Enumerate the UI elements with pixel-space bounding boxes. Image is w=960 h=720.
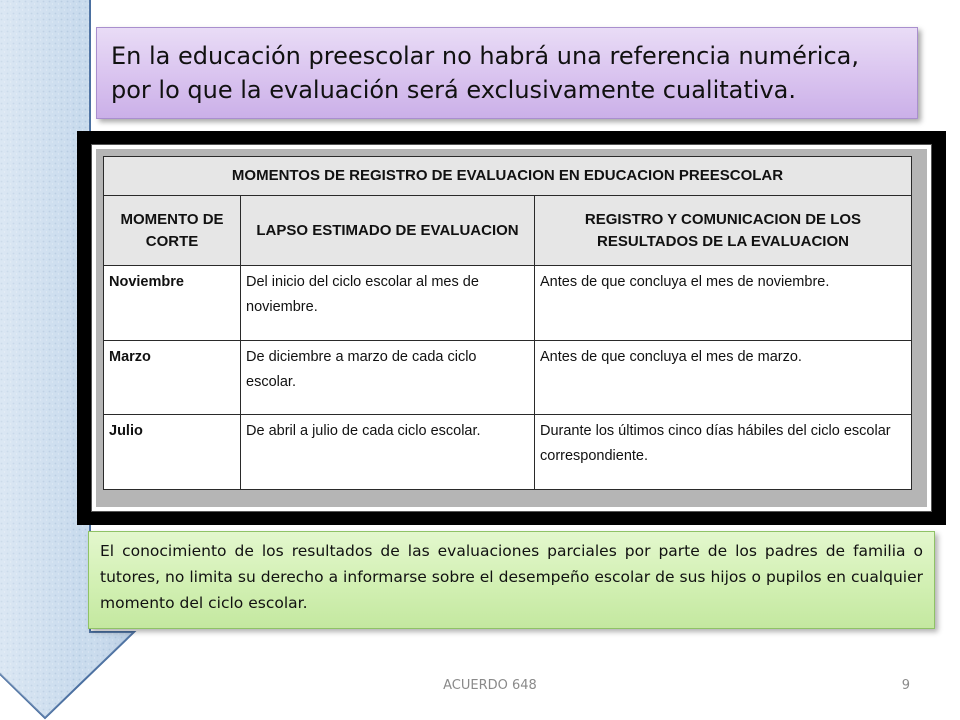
cell-lapse: Del inicio del ciclo escolar al mes de noviembre. [241,266,535,341]
table-inner-border [91,144,932,512]
col-header-registry: REGISTRO Y COMUNICACION DE LOS RESULTADOS DE LA EVALUACION [535,195,912,265]
cell-registry: Antes de que concluya el mes de noviembre. [535,266,912,341]
col-header-moment: MOMENTO DE CORTE [104,195,241,265]
title-callout [96,27,918,119]
table-row [104,266,912,341]
title-line-2: por lo que la evaluación será exclusivamente cualitativa. [111,76,796,104]
cell-registry: Antes de que concluya el mes de marzo. [535,340,912,415]
cell-lapse: De diciembre a marzo de cada ciclo escolar. [241,340,535,415]
cell-lapse: De abril a julio de cada ciclo escolar. [241,415,535,490]
cell-moment: Marzo [104,340,241,415]
footer-label: ACUERDO 648 [443,678,537,693]
table-heading: MOMENTOS DE REGISTRO DE EVALUACION EN EDUCACION PREESCOLAR [104,157,912,196]
table-frame [77,131,946,525]
col-header-lapse: LAPSO ESTIMADO DE EVALUACION [241,195,535,265]
table-row [104,340,912,415]
page-number: 9 [901,678,910,693]
note-callout: El conocimiento de los resultados de las evaluaciones parciales por parte de los padres de familia o tutores, no limita su derecho a informarse sobre el desempeño escolar de sus hijos o pupilos en cualquier momento del ciclo escolar. [88,531,935,629]
evaluation-table [103,156,912,490]
cell-moment: Noviembre [104,266,241,341]
title-line-1: En la educación preescolar no habrá una referencia numérica, [111,42,859,70]
table-row [104,415,912,490]
cell-registry: Durante los últimos cinco días hábiles del ciclo escolar correspondiente. [535,415,912,490]
cell-moment: Julio [104,415,241,490]
